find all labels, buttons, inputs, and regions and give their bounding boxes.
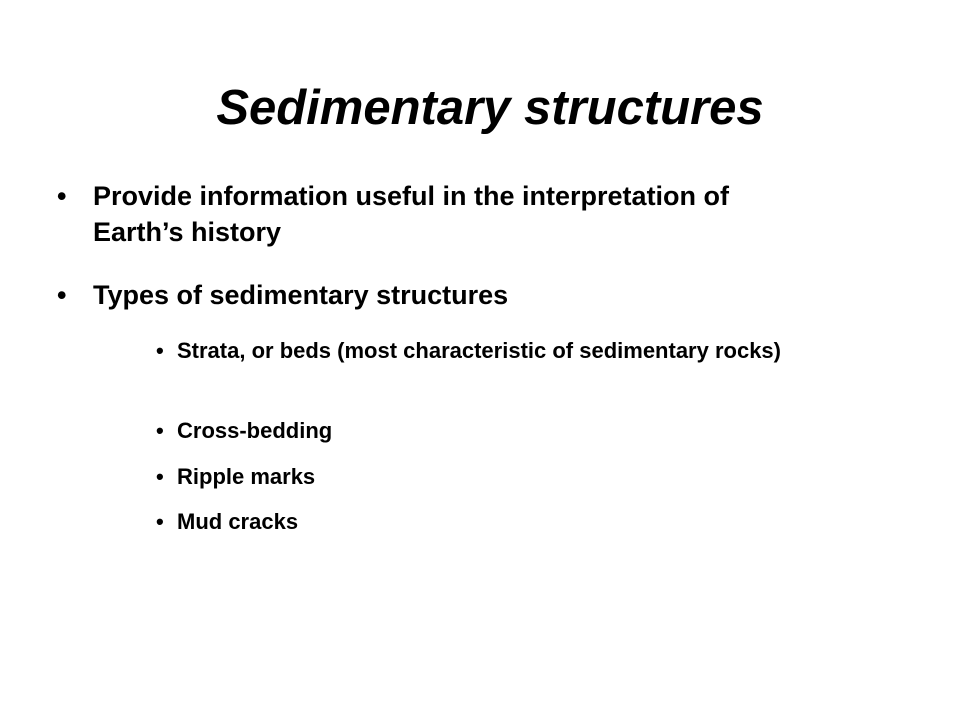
sub-bullet-text: Strata, or beds (most characteristic of sedimentary rocks) [177,338,781,363]
sub-bullet-strata [156,336,816,365]
bullet-marker: • [57,181,67,211]
sub-bullet-mud-cracks [156,507,816,536]
bullet-text: Provide information useful in the interpretation of Earth’s history [93,181,730,247]
sub-bullet-ripple-marks [156,462,816,491]
bullet-item-info [57,178,817,250]
sub-bullet-text: Ripple marks [177,464,316,489]
sub-bullet-text: Mud cracks [177,509,299,534]
slide-title: Sedimentary structures [216,81,764,135]
sub-bullet-marker: • [156,418,164,443]
sub-bullet-marker: • [156,338,164,363]
sub-bullet-marker: • [156,509,164,534]
bullet-item-types [57,277,817,313]
sub-bullet-text: Cross-bedding [177,418,333,443]
bullet-text: Types of sedimentary structures [93,280,509,310]
sub-bullet-marker: • [156,464,164,489]
sub-bullet-cross-bedding [156,416,816,445]
bullet-marker: • [57,280,67,310]
